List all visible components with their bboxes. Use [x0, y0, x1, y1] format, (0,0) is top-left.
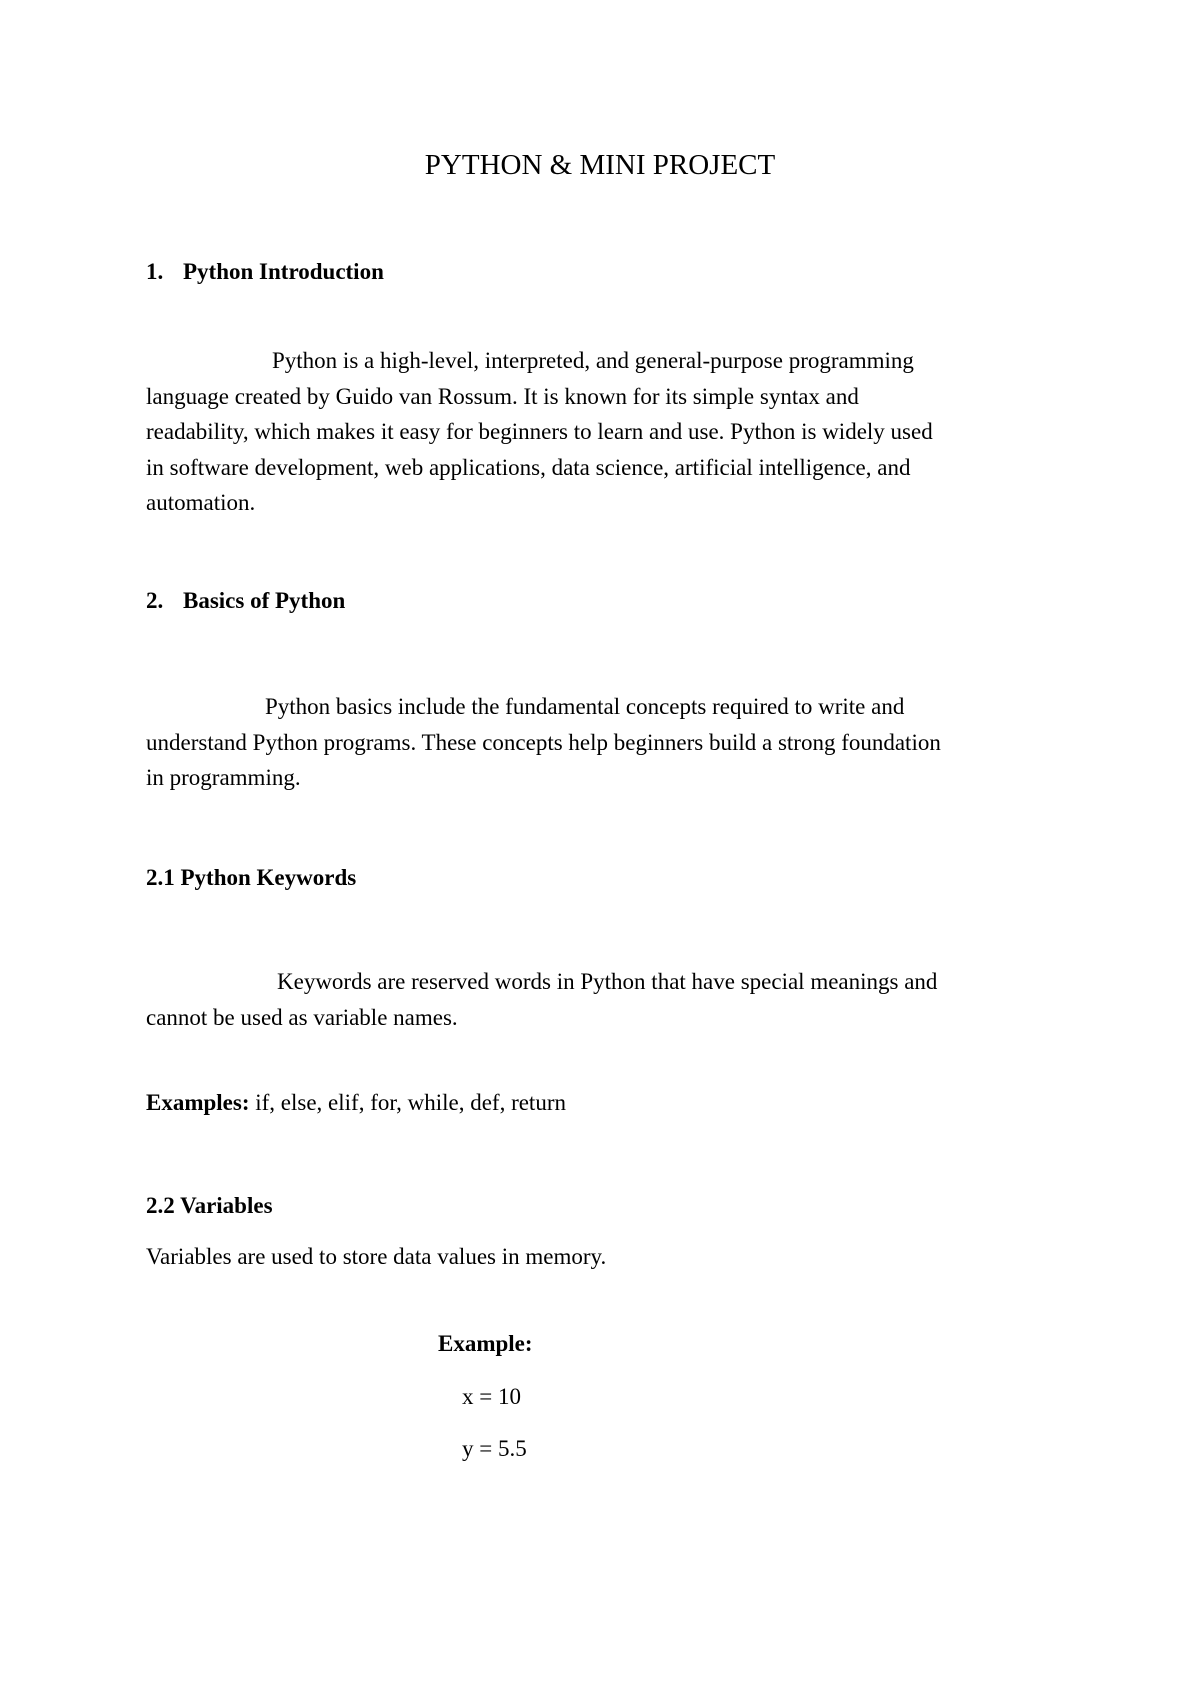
section-heading-text: Basics of Python	[183, 588, 346, 613]
paragraph-line: understand Python programs. These concepts help beginners build a strong foundation	[146, 729, 941, 755]
paragraph-line: automation.	[146, 490, 256, 515]
section-heading-python-keywords: 2.1 Python Keywords	[146, 865, 357, 890]
paragraph-line: readability, which makes it easy for beginners to learn and use. Python is widely used	[146, 419, 933, 444]
examples-label: Examples:	[146, 1090, 250, 1115]
paragraph-line: Keywords are reserved words in Python that have special meanings and	[277, 969, 938, 994]
code-line-x: x = 10	[462, 1384, 521, 1409]
paragraph-line: in software development, web applications, data science, artificial intelligence, and	[146, 454, 911, 480]
document-title: PYTHON & MINI PROJECT	[424, 149, 776, 181]
section-number: 2.	[146, 588, 164, 613]
paragraph-basics-of-python	[146, 689, 1066, 796]
paragraph-python-keywords	[146, 964, 1066, 1035]
section-heading-variables: 2.2 Variables	[146, 1193, 273, 1218]
paragraph-line: Python basics include the fundamental concepts required to write and	[265, 694, 905, 719]
examples-text: if, else, elif, for, while, def, return	[249, 1090, 566, 1115]
section-heading-text: Python Introduction	[183, 259, 384, 284]
section-heading-python-introduction	[146, 256, 384, 288]
paragraph-line: Python is a high-level, interpreted, and general-purpose programming	[272, 348, 914, 373]
paragraph-python-introduction	[146, 343, 1066, 521]
paragraph-variables: Variables are used to store data values in memory.	[146, 1244, 607, 1269]
paragraph-line: in programming.	[146, 765, 301, 790]
section-number: 1.	[146, 259, 164, 284]
code-line-y: y = 5.5	[462, 1436, 527, 1461]
keywords-examples	[146, 1087, 566, 1119]
paragraph-line: cannot be used as variable names.	[146, 1004, 458, 1030]
example-label: Example:	[438, 1331, 533, 1356]
paragraph-line: language created by Guido van Rossum. It is known for its simple syntax and	[146, 383, 859, 409]
section-heading-basics-of-python	[146, 585, 345, 617]
